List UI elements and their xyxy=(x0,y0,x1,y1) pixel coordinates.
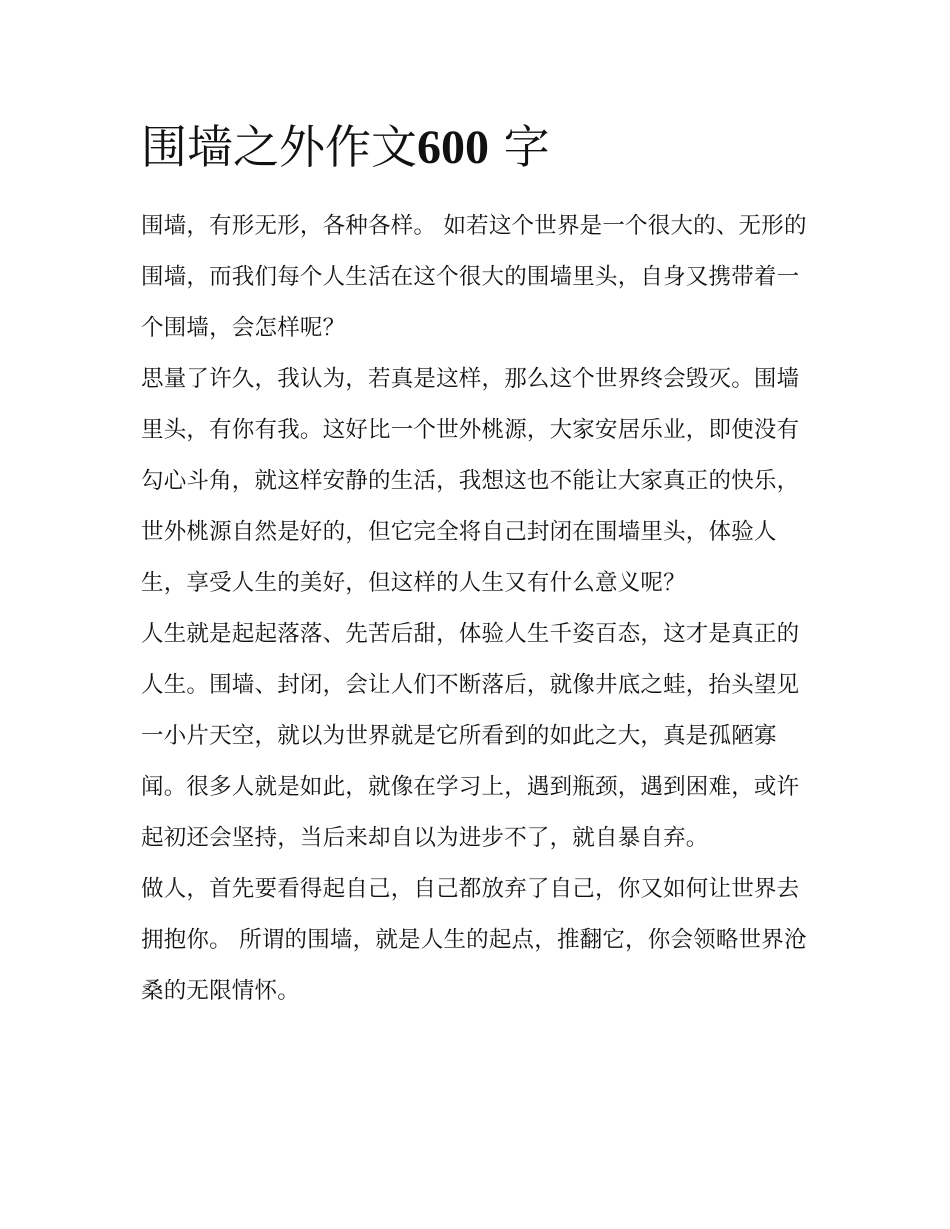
title-number: 600 xyxy=(417,121,489,174)
paragraph-2: 思量了许久，我认为，若真是这样，那么这个世界终会毁灭。围墙里头，有你有我。这好比一个世外桃源，大家安居乐业，即使没有勾心斗角，就这样安静的生活，我想这也不能让大家真正的快乐，世外桃源自然是好的，但它完全将自己封闭在围墙里头，体验人生，享受人生的美好，但这样的人生又有什么意义呢？ xyxy=(141,366,800,596)
paragraph-3: 人生就是起起落落、先苦后甜，体验人生千姿百态，这才是真正的人生。围墙、封闭，会让人们不断落后，就像井底之蛙，抬头望见一小片天空，就以为世界就是它所看到的如此之大，真是孤陋寡闻。很多人就是如此，就像在学习上，遇到瓶颈，遇到困难，或许起初还会坚持，当后来却自以为进步不了，就自暴自弃。 xyxy=(141,621,800,851)
title-suffix: 字 xyxy=(503,120,550,174)
paragraph-4: 做人，首先要看得起自己，自己都放弃了自己，你又如何让世界去拥抱你。 所谓的围墙，就是人生的起点，推翻它，你会领略世界沧桑的无限情怀。 xyxy=(141,876,807,1004)
paragraph-1: 围墙，有形无形，各种各样。 如若这个世界是一个很大的、无形的围墙，而我们每个人生活在这个很大的围墙里头，自身又携带着一个围墙，会怎样呢？ xyxy=(141,213,807,341)
document-title xyxy=(141,112,813,183)
document-page xyxy=(141,112,813,1017)
title-text: 围墙之外作文 xyxy=(141,120,417,174)
